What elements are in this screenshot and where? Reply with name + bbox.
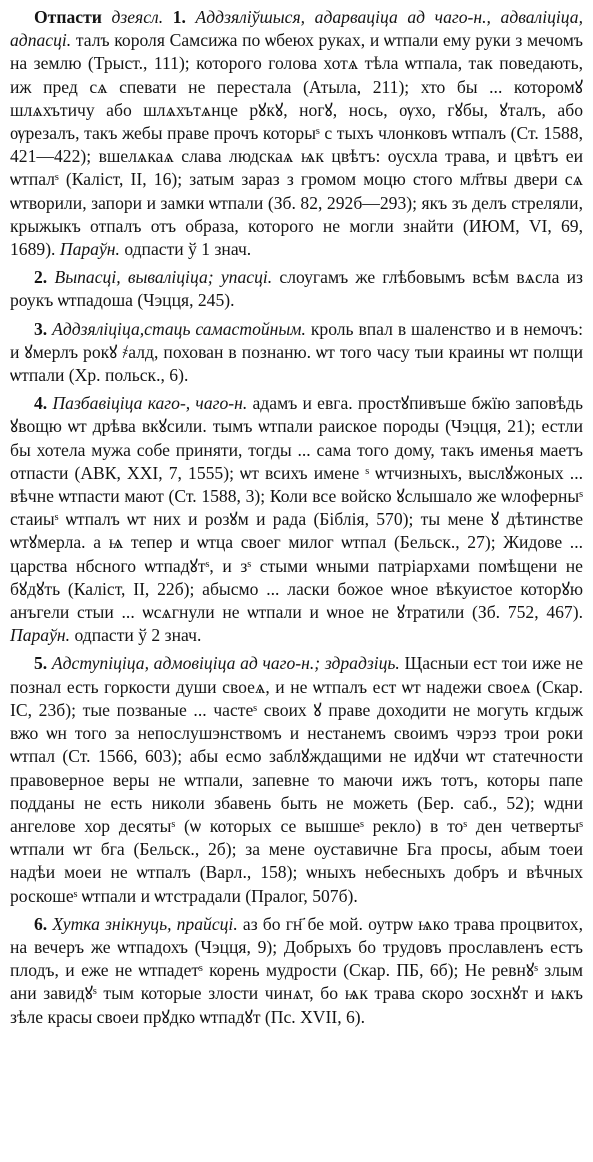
sense-citations: талъ короля Самсижа по ѡбеюх руках, и ѡтпали ему руки з мечомъ на землю (Трыст., 111); которого голова хотѧ тѣла ѡтпала, так поведають, иж пред сѧ спевати не перестала (Атыла, 211); хто бы ... которомꙋ шлѧхътичу або шлѧхътѧнце рꙋкꙋ, ногꙋ, нось, ѹхо, гꙋбы, ꙋталъ, або ѹрезалъ, такъ жебы праве прочъ которыˢ с тыхъ члонковъ ѡтпалъ (Ст. 1588, 421—422); вшелѧкаѧ слава людскаѧ ѩк цвѣтъ: оусхла трава, и цвѣтъ еи ѡтпалˢ (Каліст, II, 16); затым зараз з громом моцю стого мл҃твы двери сѧ ѡтворили, запори и замки ѡтпали (Зб. 82, 292б—293); якъ зъ делъ стреляли, крыжыкъ отпалъ отъ образа, которого не могли знайти (ИЮМ, VI, 69, 1689).	[10, 30, 583, 260]
sense-gloss: Аддзяліўшыся, адарваціца ад чаго-н., адваліціца, адпасці.	[10, 7, 583, 51]
sense-gloss: Адступіціца, адмовіціца ад чаго-н.; здрадзіць.	[51, 653, 400, 674]
sense-citations: кроль впал в шаленство и в немочъ: и ꙋмерлъ рокꙋ ҂алд, похован в познаню. ѡт того часу тыи краины ѡт полщи ѡтпали (Хр. польск., 6).	[10, 318, 583, 386]
sense-citations: адамъ и евга. простꙋпивъше бжїю заповѣдь ꙋвощю ѡт дрѣва вкꙋсили. тымъ ѡтпали раиское породы (Чэцця, 21); естли бы хотела мужа собе приняти, тогды ... сама того дому, такъ именья маетъ отпасти (АВК, XXI, 7, 1555); ѡт всихъ имене ˢ ѡтчизныхъ, выслꙋжоных ... вѣчне ѡтпасти мают (Ст. 1588, 3); Коли все войско ꙋслышало же ѡлоферныˢ стаиыˢ ѡтпалъ ѡт них и розꙋм и рада (Біблія, 570); ты мене ꙋ дѣтинстве ѡтꙋмерла. а ѩ тепер и ѡтца своег милог ѡтпал (Бельск., 27); Жидове ... царства нбсного ѡтпадꙋтˢ, и зˢ стыми ѡными патріархами помѣщени не бꙋдꙋть (Каліст, II, 22б); абысмо ... ласки божое ѡное вѣкуистое которꙋю анъгели стыи ... ѡсѧгнули не ѡтпали и ѡное не ꙋтратили (Зб. 752, 467).	[10, 393, 584, 623]
sense-5	[10, 652, 583, 907]
sense-number: 6.	[34, 913, 48, 934]
sense-number: 2.	[34, 267, 48, 288]
part-of-speech: дзеясл.	[111, 7, 164, 27]
parallel-reference: одпасти ў 1 знач.	[124, 239, 252, 260]
sense-citations: слоугамъ же глѣбовымъ всѣм вѧсла из роукъ ѡтпадоша (Чэцця, 245).	[10, 267, 584, 311]
parallel-label: Параўн.	[10, 625, 71, 646]
sense-1	[10, 6, 583, 261]
sense-number: 1.	[172, 7, 186, 27]
sense-citations: аз бо гн҃ бе мой. оутрѡ ѩко трава процвитох, на вечеръ же ѡтпадохъ (Чэцця, 9); Добрыхъ бо трудовъ прославленъ естъ плодъ, и еже не ѡтпадетˢ корень мудрости (Скар. ПБ, 6б); Не ревнꙋˢ злым ани завидꙋˢ тым которые злости чинѧт, бо ѩк трава скоро зосхнꙋт и ѩкъ зѣле красы своеи прꙋдко ѡтпадꙋт (Пс. XVII, 6).	[10, 913, 584, 1027]
sense-4	[10, 392, 583, 647]
sense-citations: Щасныи ест тои иже не познал есть горкости души своеѧ, и не ѡтпалъ ест ѡт надежи своеѧ (Скар. ІС, 23б); тые позваные ... частеˢ своих ꙋ праве доходити не могуть кгдыж вжо ѡн того за непослушэнствомъ и нестанемъ своимъ чэрэз трои роки ѡтпал (Ст. 1566, 603); абы есмо заблꙋждащими не идꙋчи ѡт статечности правоверное веры не ѡтпали, запевне то маючи ижъ тотъ, которы папе подданы не есть николи збавень быть не можеть (Бер. саб., 52); ѡдни ангелове хор десятыˢ (ѡ которых се вышшеˢ рекло) в тоˢ ден четвертыˢ ѡтпали ѡт бга (Бельск., 2б); за мене оуставичне Бга просы, абым тоеи надѣи моеи не ѡтпалъ (Варл., 158); ѡныхъ небесныхъ добръ и вѣчных роскошеˢ ѡтпали и ѡтстрадали (Пралог, 507б).	[10, 653, 583, 906]
sense-number: 3.	[34, 318, 48, 339]
sense-2	[10, 266, 583, 312]
sense-gloss: Пазбавіціца каго-, чаго-н.	[52, 393, 248, 414]
headword: Отпасти	[34, 7, 102, 27]
parallel-reference: одпасти ў 2 знач.	[74, 625, 202, 646]
parallel-label: Параўн.	[59, 239, 120, 260]
sense-number: 5.	[34, 653, 48, 674]
sense-3	[10, 318, 583, 388]
sense-gloss: Хутка знікнуць, прайсці.	[52, 913, 238, 934]
sense-number: 4.	[34, 393, 48, 414]
sense-gloss: Аддзяліціца,стаць самастойным.	[52, 318, 306, 339]
sense-gloss: Выпасці, вываліціца; упасці.	[54, 267, 273, 288]
sense-6	[10, 913, 583, 1029]
